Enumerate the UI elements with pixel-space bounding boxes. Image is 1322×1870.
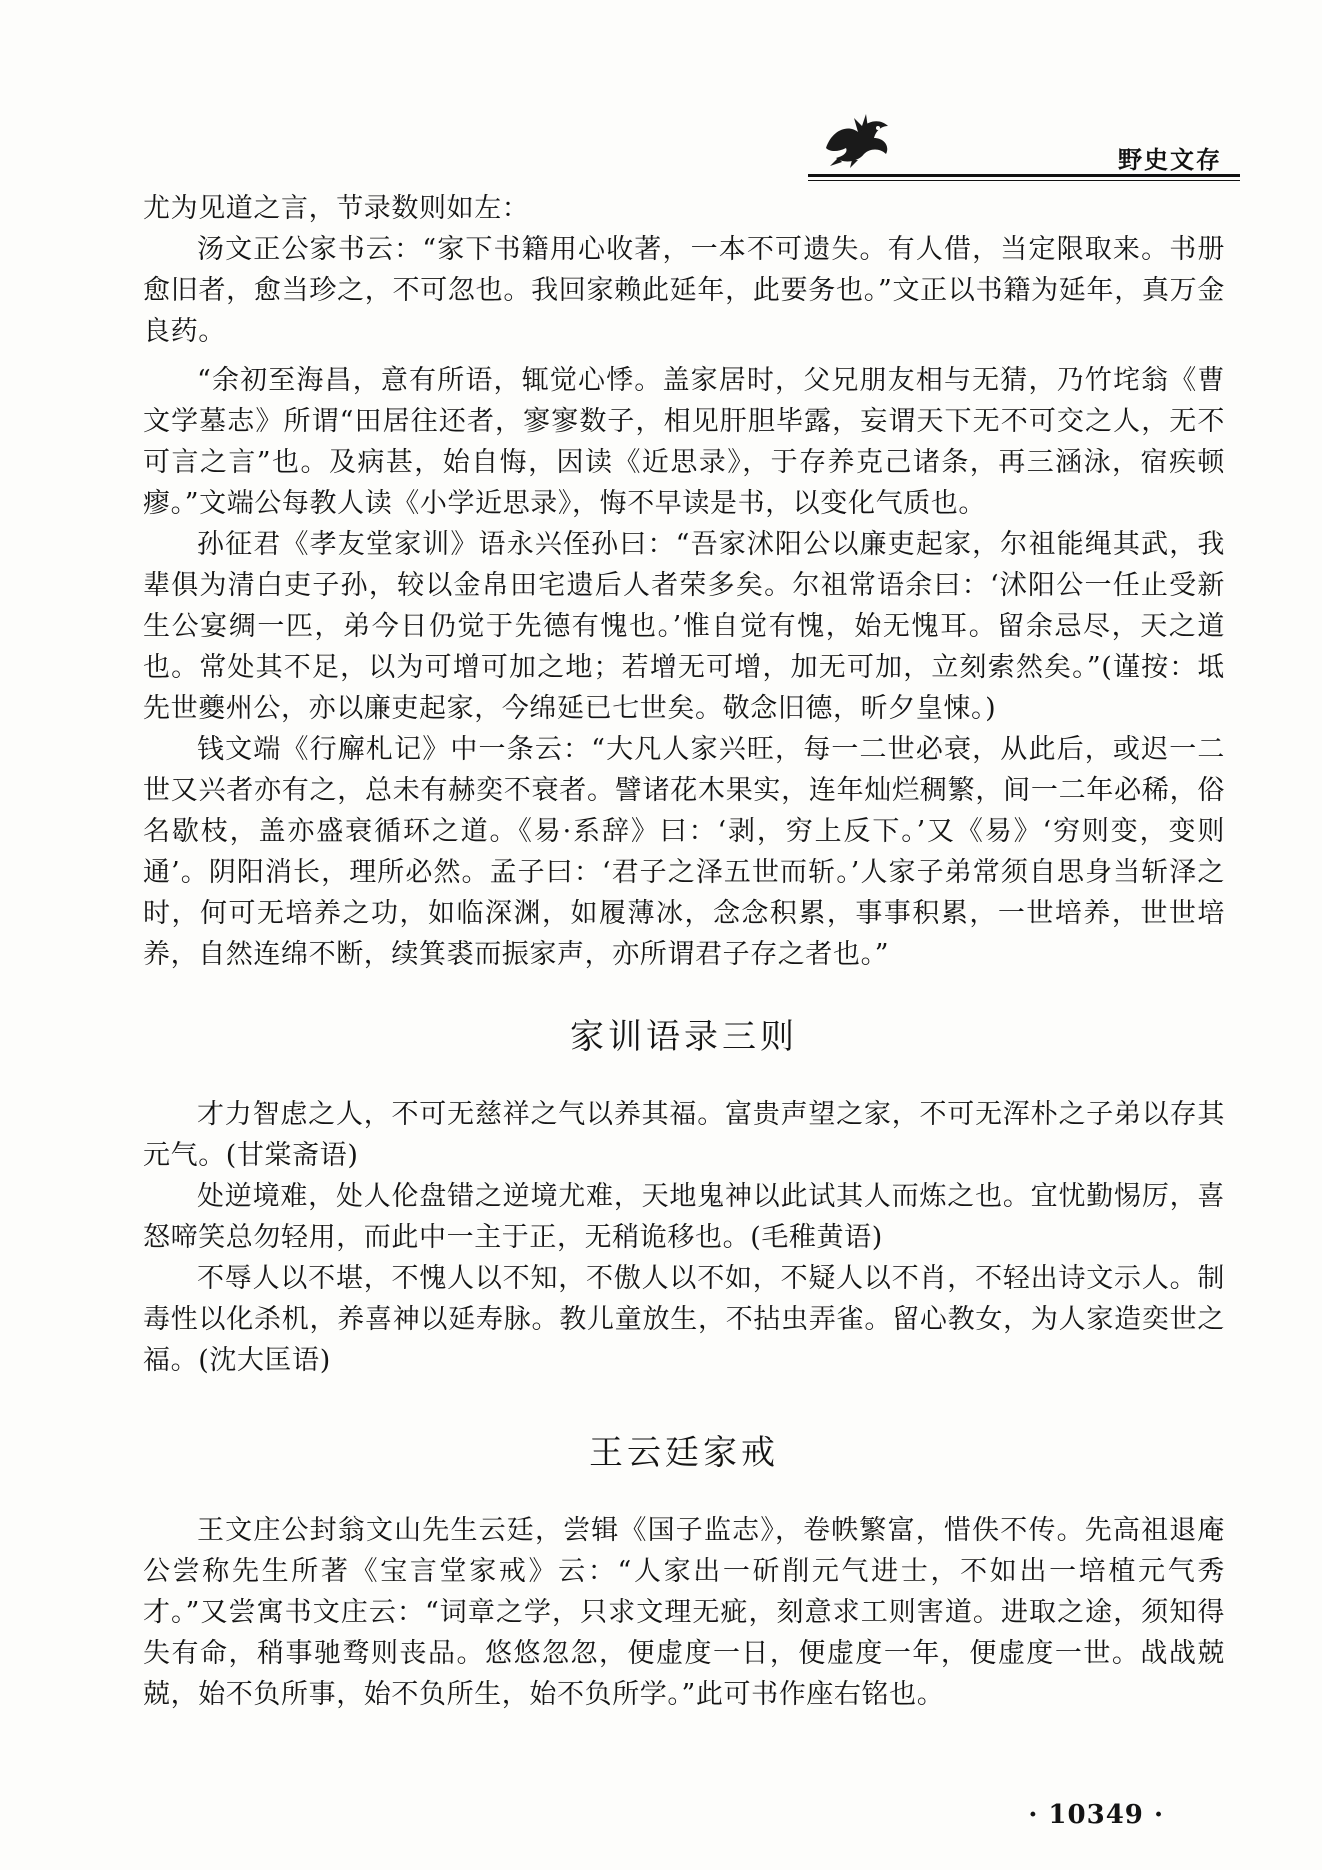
paragraph: 处逆境难，处人伦盘错之逆境尤难，天地鬼神以此试其人而炼之也。宜忧勤惕厉，喜怒啼笑总勿轻用，而此中一主于正，无稍诡移也。(毛稚黄语) — [143, 1181, 1225, 1253]
section-heading: 家训语录三则 — [570, 1017, 798, 1057]
page-body — [143, 188, 1225, 1715]
paragraph: 不辱人以不堪，不愧人以不知，不傲人以不如，不疑人以不肖，不轻出诗文示人。制毒性以化杀机，养喜神以延寿脉。教儿童放生，不拈虫弄雀。留心教女，为人家造奕世之福。(沈大匡语) — [143, 1263, 1225, 1376]
header-title: 野史文存 — [1118, 146, 1222, 174]
paragraph: 钱文端《行廨札记》中一条云：“大凡人家兴旺，每一二世必衰，从此后，或迟一二世又兴者亦有之，总未有赫奕不衰者。譬诸花木果实，连年灿烂稠繁，间一二年必稀，俗名歇枝，盖亦盛衰循环之道。《易·系辞》曰：‘剥，穷上反下。’又《易》‘穷则变，变则通’。阴阳消长，理所必然。孟子曰：‘君子之泽五世而斩。’人家子弟常须自思身当斩泽之时，何可无培养之功，如临深渊，如履薄冰，念念积累，事事积累，一世培养，世世培养，自然连绵不断，续箕裘而振家声，亦所谓君子存之者也。” — [143, 734, 1225, 970]
running-header — [808, 108, 1240, 180]
paragraph: 才力智虑之人，不可无慈祥之气以养其福。富贵声望之家，不可无浑朴之子弟以存其元气。(甘棠斋语) — [143, 1099, 1225, 1171]
section-heading: 王云廷家戒 — [589, 1433, 779, 1473]
paragraph: “余初至海昌，意有所语，辄觉心悸。盖家居时，父兄朋友相与无猜，乃竹垞翁《曹文学墓志》所谓“田居往还者，寥寥数子，相见肝胆毕露，妄谓天下无不可交之人，无不可言之言”也。及病甚，始自悔，因读《近思录》，于存养克己诸条，再三涵泳，宿疾顿瘳。”文端公每教人读《小学近思录》，悔不早读是书，以变化气质也。 — [143, 365, 1225, 519]
paragraph: 王文庄公封翁文山先生云廷，尝辑《国子监志》，卷帙繁富，惜佚不传。先高祖退庵公尝称先生所著《宝言堂家戒》云：“人家出一斫削元气进士，不如出一培植元气秀才。”又尝寓书文庄云：“词章之学，只求文理无疵，刻意求工则害道。进取之途，须知得失有命，稍事驰骛则丧品。悠悠忽忽，便虚度一日，便虚度一年，便虚度一世。战战兢兢，始不负所事，始不负所生，始不负所学。”此可书作座右铭也。 — [143, 1515, 1225, 1710]
paragraph: 孙征君《孝友堂家训》语永兴侄孙曰：“吾家沭阳公以廉吏起家，尔祖能绳其武，我辈俱为清白吏子孙，较以金帛田宅遗后人者荣多矣。尔祖常语余曰：‘沭阳公一任止受新生公宴绸一匹，弟今日仍觉于先德有愧也。’惟自觉有愧，始无愧耳。留余忌尽，天之道也。常处其不足，以为可增可加之地；若增无可增，加无可加，立刻索然矣。”(谨按：坻先世夔州公，亦以廉吏起家，今绵延已七世矣。敬念旧德，昕夕皇悚。) — [143, 529, 1225, 724]
header-rule-thin — [808, 180, 1240, 181]
dragon-emblem-icon — [818, 108, 896, 170]
header-rule-thick — [808, 174, 1240, 177]
paragraph: 尤为见道之言，节录数则如左： — [143, 193, 530, 224]
paragraph: 汤文正公家书云：“家下书籍用心收著，一本不可遗失。有人借，当定限取来。书册愈旧者，愈当珍之，不可忽也。我回家赖此延年，此要务也。”文正以书籍为延年，真万金良药。 — [143, 234, 1225, 347]
page-number: · 10349 · — [1028, 1800, 1164, 1830]
